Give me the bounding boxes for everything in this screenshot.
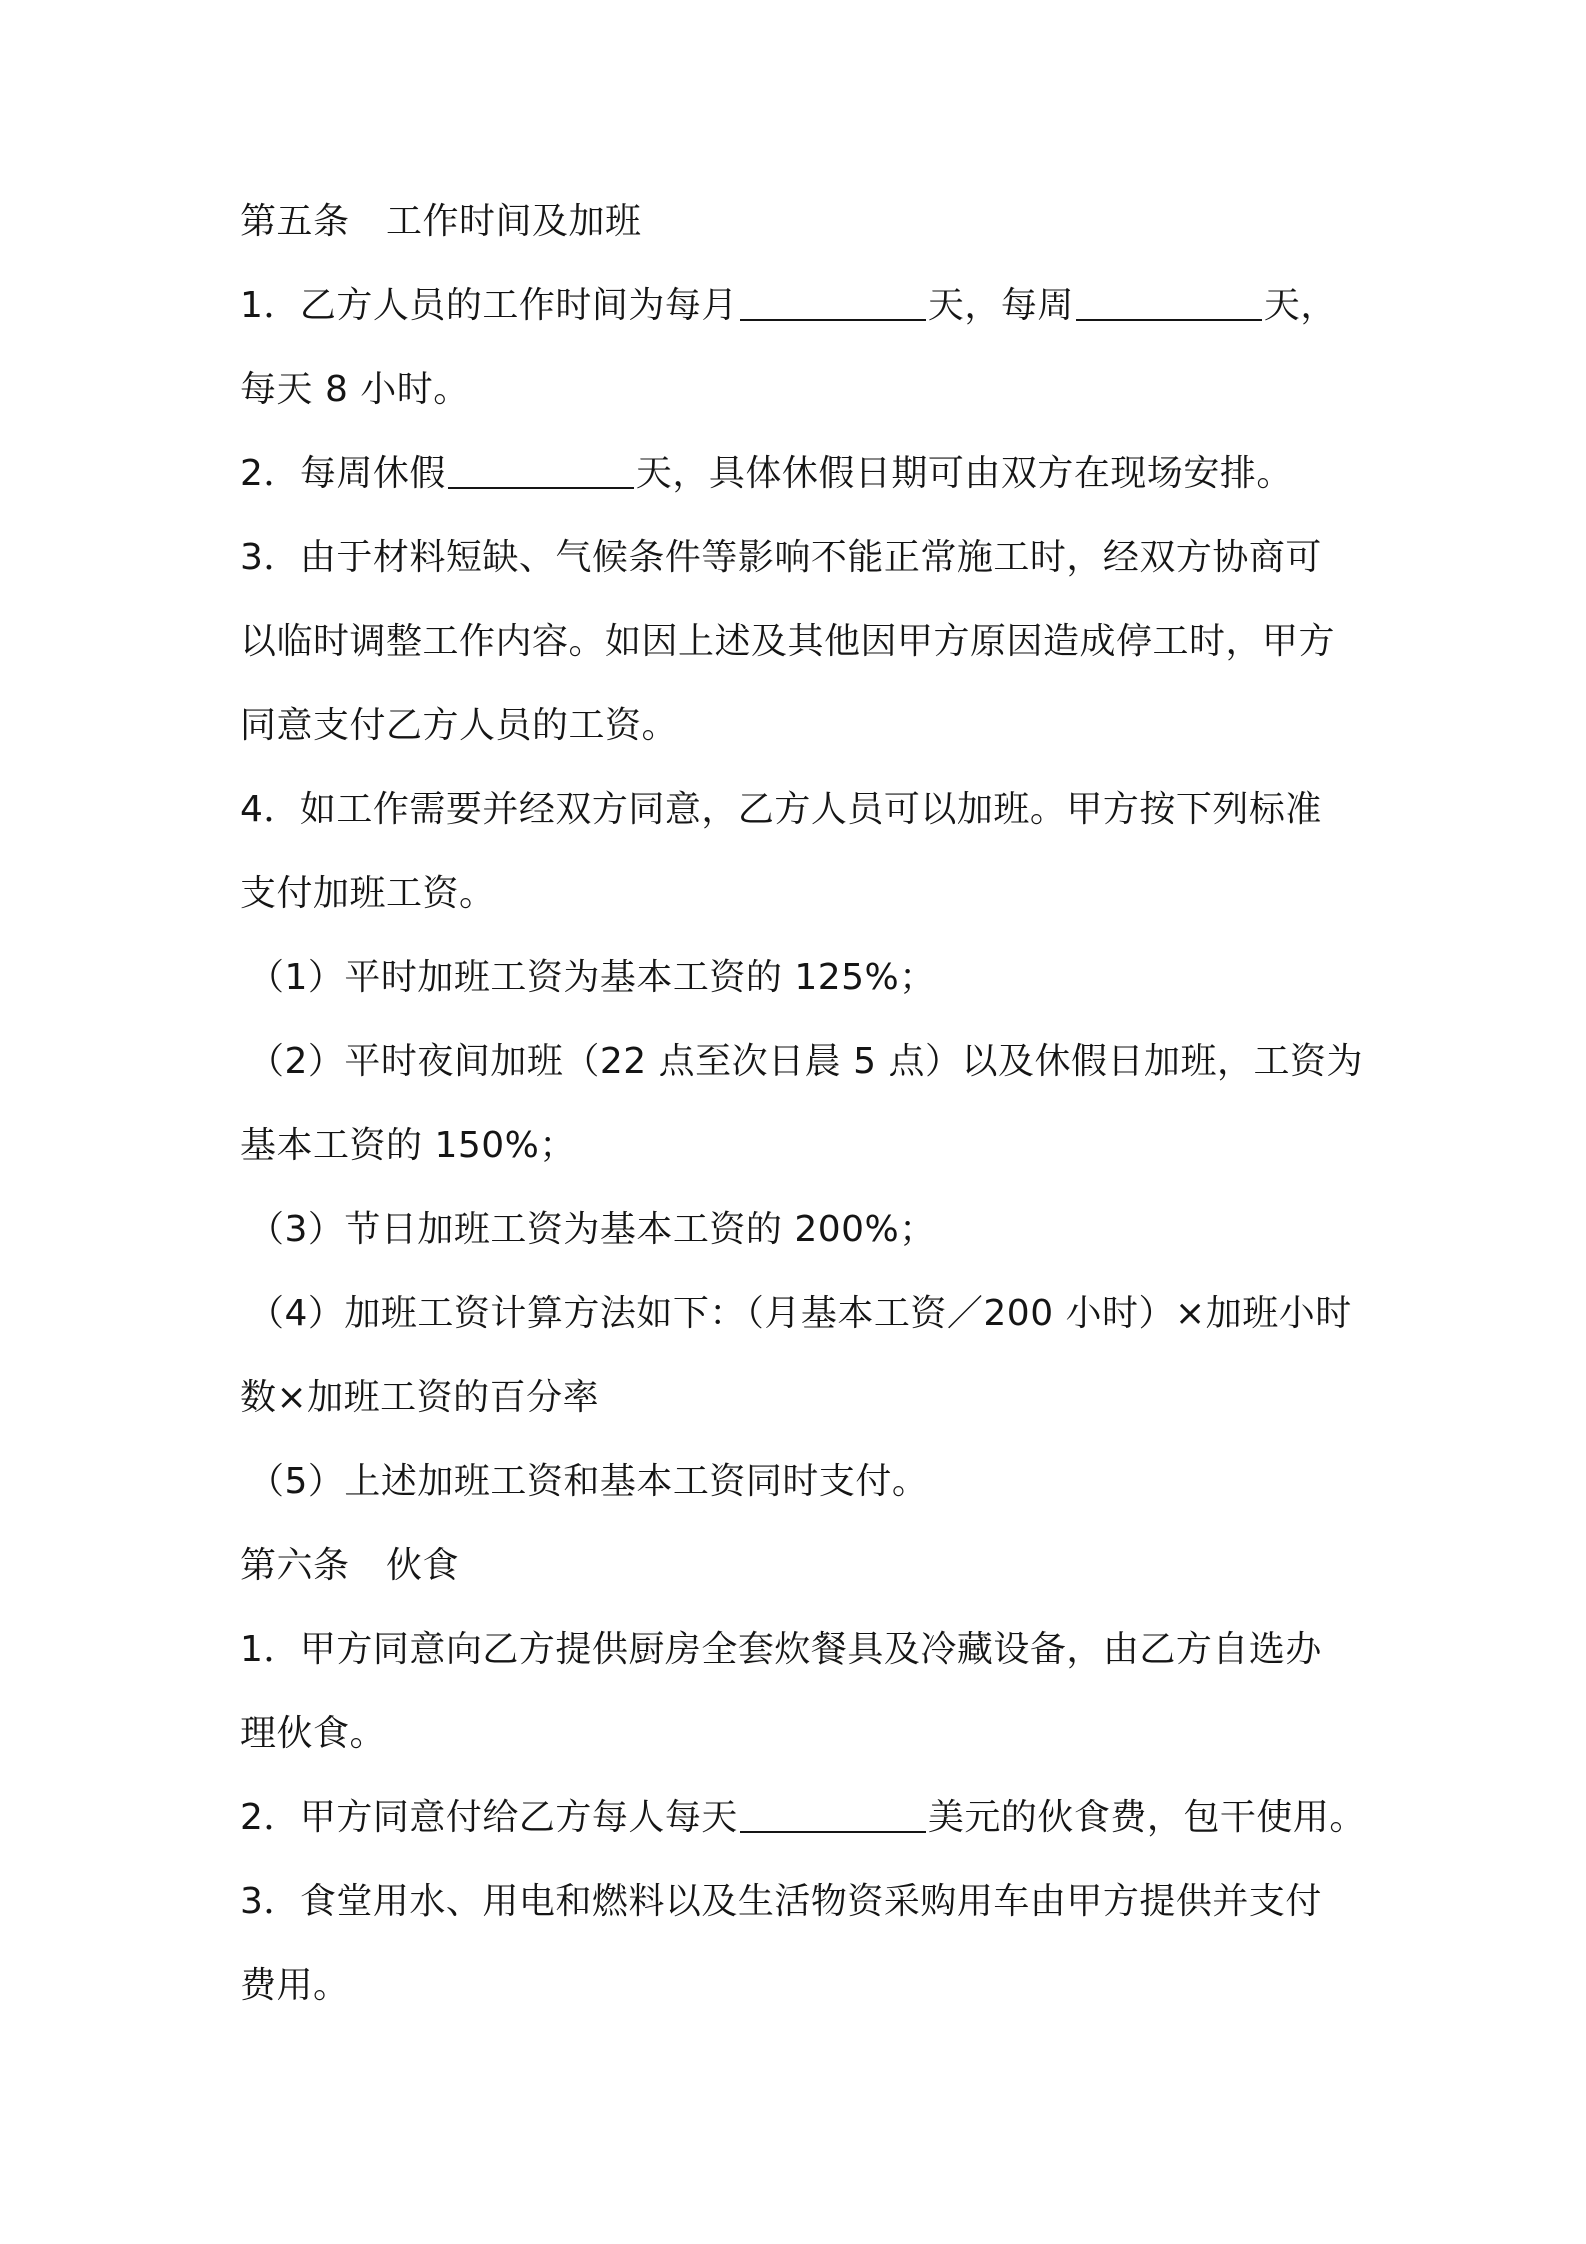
overtime-item-3: （3）节日加班工资为基本工资的 200%； [248, 1209, 936, 1250]
article-5-clause-1-line-1 [240, 282, 1337, 330]
overtime-item-4-line-2: 数×加班工资的百分率 [240, 1377, 600, 1418]
fill-in-blank-days-per-week[interactable] [1076, 289, 1262, 321]
article-5-clause-1-line-2: 每天 8 小时。 [240, 369, 470, 410]
clause-text: 2．甲方同意付给乙方每人每天 [240, 1797, 738, 1838]
clause-text: 美元的伙食费，包干使用。 [927, 1797, 1366, 1838]
article-6-clause-1-line-1: 1．甲方同意向乙方提供厨房全套炊餐具及冷藏设备，由乙方自选办 [240, 1629, 1322, 1670]
article-5-clause-4-line-2: 支付加班工资。 [240, 873, 496, 914]
article-6-clause-1-line-2: 理伙食。 [240, 1713, 387, 1754]
article-6-heading: 第六条 伙食 [240, 1545, 460, 1586]
article-6-clause-3-line-2: 费用。 [240, 1965, 350, 2006]
overtime-item-2-line-2: 基本工资的 150%； [240, 1125, 576, 1166]
overtime-item-2-line-1: （2）平时夜间加班（22 点至次日晨 5 点）以及休假日加班，工资为 [248, 1041, 1363, 1082]
clause-text: 天，每周 [927, 285, 1074, 326]
article-5-heading: 第五条 工作时间及加班 [240, 201, 642, 242]
clause-text: 天，具体休假日期可由双方在现场安排。 [635, 453, 1293, 494]
fill-in-blank-meal-allowance[interactable] [740, 1801, 926, 1833]
article-5-clause-3-line-2: 以临时调整工作内容。如因上述及其他因甲方原因造成停工时，甲方 [240, 621, 1336, 662]
overtime-item-4-line-1: （4）加班工资计算方法如下：（月基本工资／200 小时）×加班小时 [248, 1293, 1352, 1334]
article-5-clause-2 [240, 450, 1293, 498]
clause-text: 1．乙方人员的工作时间为每月 [240, 285, 738, 326]
overtime-item-1: （1）平时加班工资为基本工资的 125%； [248, 957, 936, 998]
fill-in-blank-days-per-month[interactable] [740, 289, 926, 321]
article-5-clause-3-line-1: 3．由于材料短缺、气候条件等影响不能正常施工时，经双方协商可 [240, 537, 1322, 578]
clause-text: 天， [1263, 285, 1337, 326]
clause-text: 2．每周休假 [240, 453, 446, 494]
article-6-clause-3-line-1: 3．食堂用水、用电和燃料以及生活物资采购用车由甲方提供并支付 [240, 1881, 1322, 1922]
article-5-clause-4-line-1: 4．如工作需要并经双方同意，乙方人员可以加班。甲方按下列标准 [240, 789, 1322, 830]
article-6-clause-2 [240, 1794, 1366, 1842]
article-5-clause-3-line-3: 同意支付乙方人员的工资。 [240, 705, 679, 746]
fill-in-blank-weekly-rest-days[interactable] [448, 457, 634, 489]
overtime-item-5: （5）上述加班工资和基本工资同时支付。 [248, 1461, 929, 1502]
